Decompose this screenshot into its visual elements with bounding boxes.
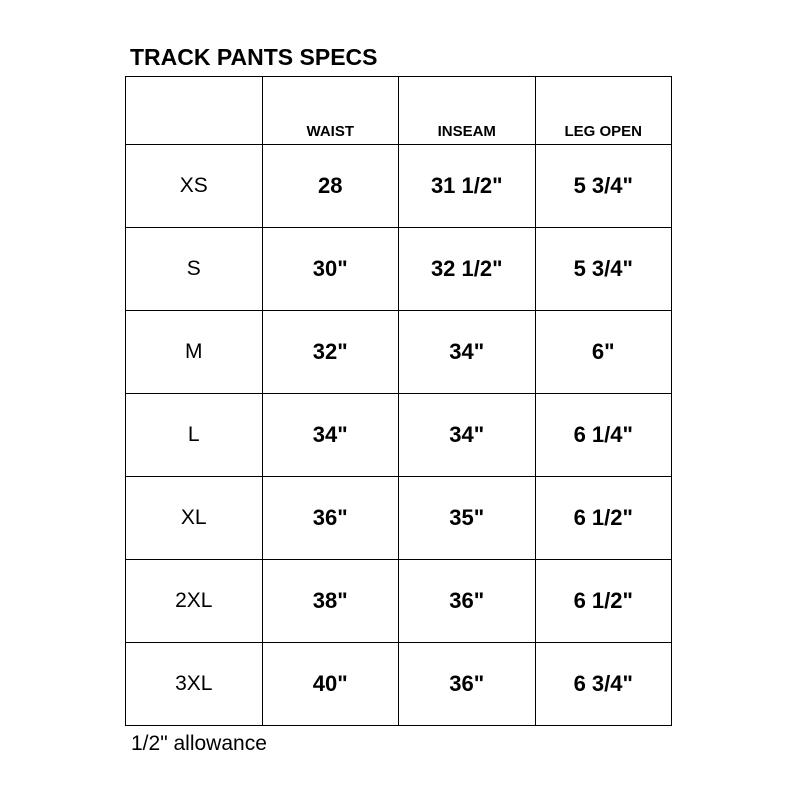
leg-open-cell: 6" (535, 310, 672, 393)
column-header-leg-open: LEG OPEN (535, 77, 672, 145)
leg-open-cell: 6 1/2" (535, 559, 672, 642)
size-spec-table (125, 76, 672, 726)
size-cell: L (126, 393, 263, 476)
inseam-cell: 34" (399, 310, 536, 393)
waist-cell: 36" (262, 476, 399, 559)
size-cell: 2XL (126, 559, 263, 642)
table-row (126, 144, 672, 227)
inseam-cell: 34" (399, 393, 536, 476)
inseam-cell: 36" (399, 642, 536, 725)
size-cell: M (126, 310, 263, 393)
footnote-allowance: 1/2" allowance (131, 732, 267, 755)
waist-cell: 38" (262, 559, 399, 642)
table-row (126, 227, 672, 310)
inseam-cell: 35" (399, 476, 536, 559)
column-header-waist: WAIST (262, 77, 399, 145)
inseam-cell: 32 1/2" (399, 227, 536, 310)
leg-open-cell: 6 3/4" (535, 642, 672, 725)
leg-open-cell: 6 1/2" (535, 476, 672, 559)
waist-cell: 30" (262, 227, 399, 310)
waist-cell: 32" (262, 310, 399, 393)
size-cell: S (126, 227, 263, 310)
table-row (126, 393, 672, 476)
size-cell: XL (126, 476, 263, 559)
inseam-cell: 31 1/2" (399, 144, 536, 227)
table-row (126, 310, 672, 393)
inseam-cell: 36" (399, 559, 536, 642)
size-cell: XS (126, 144, 263, 227)
waist-cell: 34" (262, 393, 399, 476)
page-title: TRACK PANTS SPECS (130, 44, 378, 70)
table-row (126, 559, 672, 642)
leg-open-cell: 6 1/4" (535, 393, 672, 476)
column-header-size (126, 77, 263, 145)
leg-open-cell: 5 3/4" (535, 144, 672, 227)
table-row (126, 476, 672, 559)
table-row (126, 642, 672, 725)
leg-open-cell: 5 3/4" (535, 227, 672, 310)
column-header-inseam: INSEAM (399, 77, 536, 145)
size-cell: 3XL (126, 642, 263, 725)
table-header-row (126, 77, 672, 145)
waist-cell: 40" (262, 642, 399, 725)
waist-cell: 28 (262, 144, 399, 227)
